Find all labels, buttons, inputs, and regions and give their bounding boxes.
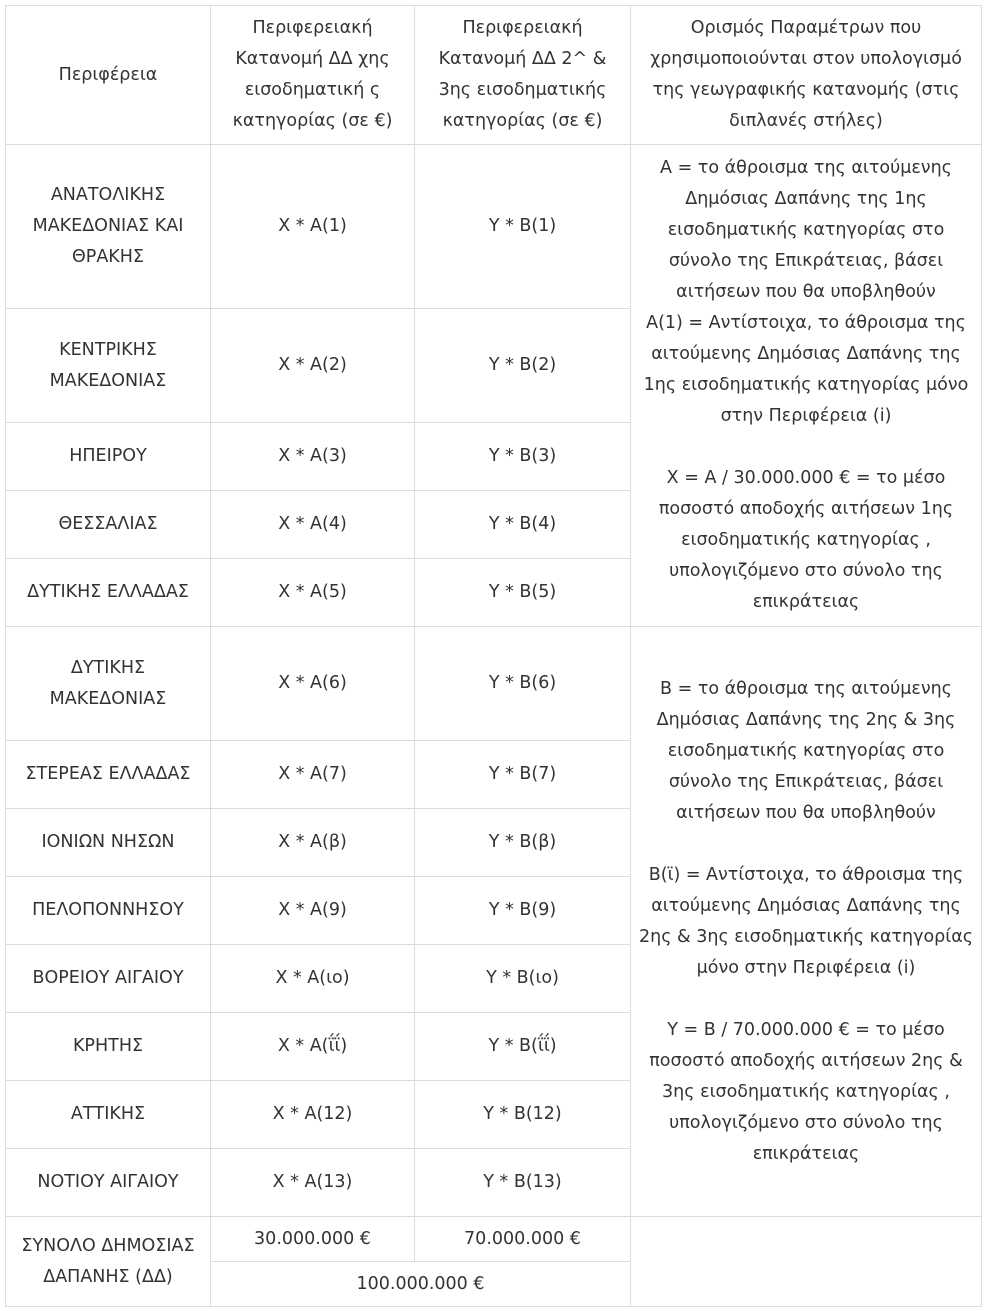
param-spacer [637,432,975,463]
region-cell: ΔΥΤΙΚΗΣ ΕΛΛΑΔΑΣ [6,559,211,627]
formula-a-cell: X * Α(6) [211,627,415,741]
region-cell: ΣΤΕΡΕΑΣ ΕΛΛΑΔΑΣ [6,741,211,809]
formula-b-cell: Υ * Β(7) [415,741,631,809]
table-row [6,627,982,741]
header-region: Περιφέρεια [6,6,211,145]
formula-a-cell: X * Α(9) [211,877,415,945]
formula-a-cell: X * Α(4) [211,491,415,559]
grand-total-value: 100.000.000 € [211,1262,631,1307]
header-parameters: Ορισμός Παραμέτρων που χρησιμοποιούνται στον υπολογισμό της γεωγραφικής κατανομής (στις διπλανές στήλες) [631,6,982,145]
formula-a-cell: X * Α(7) [211,741,415,809]
region-cell: ΘΕΣΣΑΛΙΑΣ [6,491,211,559]
param-b-i-definition: Β(ϊ) = Αντίστοιχα, το άθροισμα της αιτούμενης Δημόσιας Δαπάνης της 2ης & 3ης εισοδηματικής κατηγορίας μόνο στην Περιφέρεια (i) [638,864,974,978]
region-cell: ΠΕΛΟΠΟΝΝΗΣΟΥ [6,877,211,945]
region-cell: ΔΥΤΙΚΗΣ ΜΑΚΕΔΟΝΙΑΣ [6,627,211,741]
formula-b-cell: Υ * Β(ΐΐ) [415,1013,631,1081]
formula-a-cell: X * Α(ιο) [211,945,415,1013]
total-a-value: 30.000.000 € [211,1217,415,1262]
formula-b-cell: Υ * Β(13) [415,1149,631,1217]
header-row [6,6,982,145]
param-a-i-definition: Α(1) = Αντίστοιχα, το άθροισμα της αιτούμενης Δημόσιας Δαπάνης της 1ης εισοδηματικής κατηγορίας μόνο στην Περιφέρεια (i) [643,313,969,426]
formula-b-cell: Υ * Β(6) [415,627,631,741]
formula-a-cell: X * Α(ΐΐ) [211,1013,415,1081]
parameters-income-2nd-3rd [631,627,982,1217]
formula-b-cell: Υ * Β(1) [415,145,631,309]
region-cell: ΑΝΑΤΟΛΙΚΗΣ ΜΑΚΕΔΟΝΙΑΣ ΚΑΙ ΘΡΑΚΗΣ [6,145,211,309]
allocation-table [5,5,982,1307]
total-empty-cell [631,1217,982,1307]
region-cell: ΒΟΡΕΙΟΥ ΑΙΓΑΙΟΥ [6,945,211,1013]
formula-b-cell: Υ * Β(5) [415,559,631,627]
header-allocation-2nd-3rd: Περιφερειακή Κατανομή ΔΔ 2^ & 3ης εισοδηματικής κατηγορίας (σε €) [415,6,631,145]
region-cell: ΙΟΝΙΩΝ ΝΗΣΩΝ [6,809,211,877]
param-b-definition: Β = το άθροισμα της αιτούμενης Δημόσιας Δαπάνης της 2ης & 3ης εισοδηματικής κατηγορίας στο σύνολο της Επικράτειας, βάσει αιτήσεων που θα υποβληθούν [656,678,956,823]
param-y-definition: Υ = Β / 70.000.000 € = το μέσο ποσοστό αποδοχής αιτήσεων 2ης & 3ης εισοδηματικής κατηγορίας , υπολογιζόμενο στο σύνολο της επικράτειας [649,1019,963,1164]
total-b-value: 70.000.000 € [415,1217,631,1262]
formula-b-cell: Υ * Β(2) [415,309,631,423]
total-label: ΣΥΝΟΛΟ ΔΗΜΟΣΙΑΣ ΔΑΠΑΝΗΣ (ΔΔ) [6,1217,211,1307]
formula-a-cell: X * Α(β) [211,809,415,877]
formula-a-cell: X * Α(3) [211,423,415,491]
formula-a-cell: X * Α(5) [211,559,415,627]
parameters-income-1st [631,145,982,627]
formula-b-cell: Υ * Β(ιο) [415,945,631,1013]
param-spacer [637,984,975,1015]
param-a-definition: Α = το άθροισμα της αιτούμενης Δημόσιας Δαπάνης της 1ης εισοδηματικής κατηγορίας στο σύνολο της Επικράτειας, βάσει αιτήσεων που θα υποβληθούν [660,158,952,302]
region-cell: ΗΠΕΙΡΟΥ [6,423,211,491]
param-x-definition: Χ = Α / 30.000.000 € = το μέσο ποσοστό αποδοχής αιτήσεων 1ης εισοδηματικής κατηγορίας , υπολογιζόμενο στο σύνολο της επικράτειας [658,468,954,612]
formula-b-cell: Υ * Β(12) [415,1081,631,1149]
formula-a-cell: X * Α(12) [211,1081,415,1149]
total-row [6,1217,982,1262]
param-spacer [637,829,975,860]
formula-b-cell: Υ * Β(9) [415,877,631,945]
region-cell: ΑΤΤΙΚΗΣ [6,1081,211,1149]
table-row [6,145,982,309]
formula-a-cell: X * Α(13) [211,1149,415,1217]
formula-a-cell: X * Α(1) [211,145,415,309]
region-cell: ΚΕΝΤΡΙΚΗΣ ΜΑΚΕΔΟΝΙΑΣ [6,309,211,423]
formula-b-cell: Υ * Β(3) [415,423,631,491]
region-cell: ΝΟΤΙΟΥ ΑΙΓΑΙΟΥ [6,1149,211,1217]
region-cell: ΚΡΗΤΗΣ [6,1013,211,1081]
header-allocation-1st: Περιφερειακή Κατανομή ΔΔ χης εισοδηματική ς κατηγορίας (σε €) [211,6,415,145]
formula-b-cell: Υ * Β(4) [415,491,631,559]
formula-b-cell: Υ * Β(β) [415,809,631,877]
formula-a-cell: X * Α(2) [211,309,415,423]
